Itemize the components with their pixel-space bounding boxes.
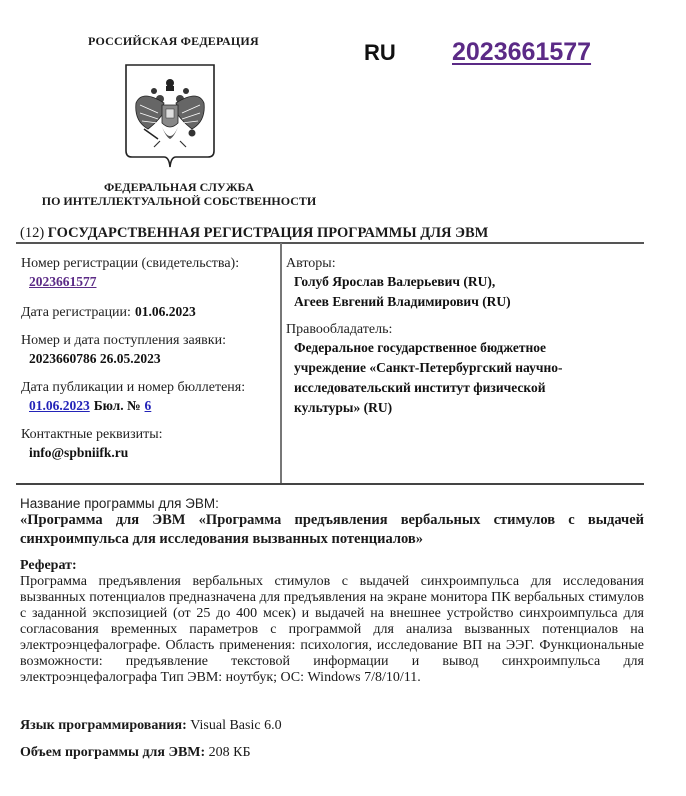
inid-code: (12) bbox=[20, 225, 45, 241]
programming-language-label: Язык программирования: bbox=[20, 718, 187, 733]
holder-line: учреждение «Санкт-Петербургский научно- bbox=[294, 360, 563, 375]
program-size-value: 208 КБ bbox=[208, 745, 251, 760]
program-size bbox=[20, 745, 251, 761]
programming-language-value: Visual Basic 6.0 bbox=[190, 718, 282, 733]
document-type-heading bbox=[20, 225, 488, 242]
column-divider bbox=[280, 243, 282, 484]
registration-date-label: Дата регистрации: bbox=[21, 305, 131, 320]
application-label: Номер и дата поступления заявки: bbox=[21, 333, 226, 348]
agency-line-2: ПО ИНТЕЛЛЕКТУАЛЬНОЙ СОБСТВЕННОСТИ bbox=[41, 194, 317, 208]
publication-label: Дата публикации и номер бюллетеня: bbox=[21, 380, 246, 395]
authors-label: Авторы: bbox=[286, 256, 336, 271]
abstract-text: Программа предъявления вербальных стимулов с выдачей синхроимпульса для исследования вызванных потенциалов предназначена для предъявления на экране монитора ПК вербальных стимулов с заданной экспозицией (от 25 до 400 мсек) и выдачей на внешнее устройство синхроимпульса для согласования временных параметров с программой для анализа вызванных потенциалов на электроэнцефалографе. Область применения: психология, исследование ВП на ЭЭГ. Функциональные возможности: предъявление текстовой информации и вывод синхроимпульса для электроэнцефалографа Тип ЭВМ: ноутбук; ОС: Windows 7/8/10/11. bbox=[20, 574, 644, 685]
authors-holder bbox=[286, 256, 646, 418]
contacts-block bbox=[21, 427, 277, 462]
registration-number-value-link[interactable]: 2023661577 bbox=[29, 274, 97, 289]
publication-block bbox=[21, 380, 277, 415]
contacts-label: Контактные реквизиты: bbox=[21, 427, 163, 442]
registration-number-link[interactable]: 2023661577 bbox=[452, 38, 592, 66]
author-item: Агеев Евгений Владимирович (RU) bbox=[294, 294, 511, 309]
contacts-value: info@spbniifk.ru bbox=[29, 445, 129, 460]
bulletin-number-link[interactable]: 6 bbox=[144, 398, 152, 413]
holder-line: исследовательский институт физической bbox=[294, 380, 546, 395]
publication-date-link[interactable]: 01.06.2023 bbox=[29, 398, 90, 413]
country-code: RU bbox=[364, 40, 396, 65]
program-name-value: «Программа для ЭВМ «Программа предъявления вербальных стимулов с выдачей синхроимпульса для исследования вызванных потенциалов» bbox=[20, 512, 644, 547]
abstract-block bbox=[20, 558, 644, 686]
abstract-label: Реферат: bbox=[20, 558, 77, 573]
holder-label: Правообладатель: bbox=[286, 322, 393, 337]
registration-number-label: Номер регистрации (свидетельства): bbox=[21, 256, 240, 271]
section-divider bbox=[16, 483, 644, 485]
application-value: 2023660786 26.05.2023 bbox=[29, 351, 161, 366]
registration-date-value: 01.06.2023 bbox=[134, 304, 196, 319]
holder-line: Федеральное государственное бюджетное bbox=[294, 340, 547, 355]
program-name-block bbox=[20, 496, 644, 549]
programming-language bbox=[20, 718, 282, 734]
program-name-label: Название программы для ЭВМ: bbox=[20, 496, 219, 511]
bulletin-label: Бюл. № bbox=[93, 398, 141, 413]
document-type-title: ГОСУДАРСТВЕННАЯ РЕГИСТРАЦИЯ ПРОГРАММЫ ДЛЯ ЭВМ bbox=[47, 225, 489, 241]
russian-coat-of-arms-icon bbox=[124, 63, 216, 171]
agency-name bbox=[34, 180, 324, 208]
country-heading: РОССИЙСКАЯ ФЕДЕРАЦИЯ bbox=[88, 34, 259, 48]
holder-line: культуры» (RU) bbox=[294, 400, 393, 415]
heading-divider bbox=[16, 242, 644, 244]
application-block bbox=[21, 333, 277, 368]
agency-line-1: ФЕДЕРАЛЬНАЯ СЛУЖБА bbox=[104, 180, 254, 194]
program-size-label: Объем программы для ЭВМ: bbox=[20, 745, 206, 760]
registration-date-block bbox=[21, 303, 277, 321]
registration-number-block bbox=[21, 256, 277, 291]
author-item: Голуб Ярослав Валерьевич (RU), bbox=[294, 274, 496, 289]
registration-details bbox=[21, 256, 277, 474]
